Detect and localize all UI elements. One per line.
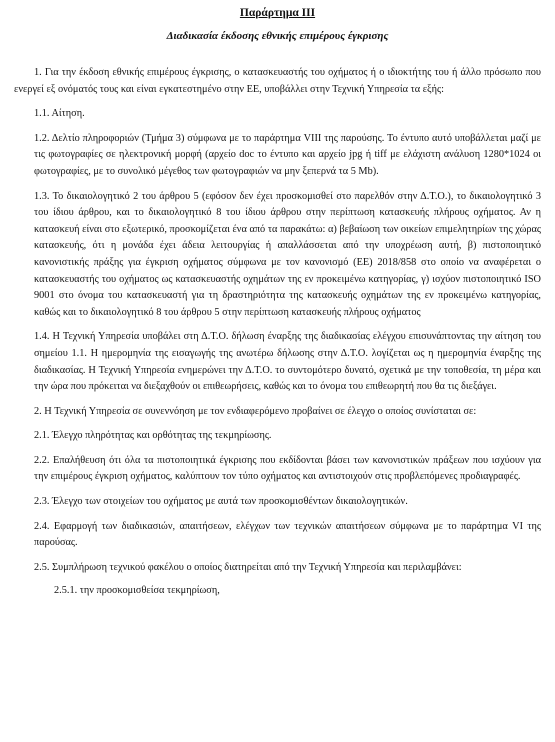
paragraph-2-1: 2.1. Έλεγχο πληρότητας και ορθότητας της τεκμηρίωσης.	[34, 430, 272, 442]
paragraph-2-3: 2.3. Έλεγχο των στοιχείων του οχήματος με αυτά των προσκομισθέντων δικαιολογητικών.	[34, 496, 408, 508]
paragraph-1-3: 1.3. Το δικαιολογητικό 2 του άρθρου 5 (εφόσον δεν έχει προσκομισθεί στο παρελθόν στην Δ.Τ.Ο.), το δικαιολογητικό 3 του ίδιου άρθρου, και το δικαιολογητικό 8 του ίδιου άρθρου στην περίπτωση κατασκευής πλήρους οχήματος. Αν η κατασκευή είναι στο εξωτερικό, προσκομίζεται ένα από τα παρακάτω: α) βεβαίωση των οικείων επιμελητηρίων της χώρας κατασκευής, ότι η μονάδα έχει άδεια λειτουργίας ή απαλλάσσεται από την υποχρέωση αυτή, β) πιστοποιητικό κανονιστικής πράξης για έγκριση οχήματος σύμφωνα με τον κανονισμό (ΕΕ) 2018/858 στο οποίο να αναφέρεται ο κατασκευαστής του οχήματος ως κατασκευαστής οχημάτων της εν προκειμένω κατηγορίας, γ) ισχύον πιστοποιητικό ISO 9001 στο όνομα του κατασκευαστή για τη δραστηριότητα της κατασκευής οχημάτων της εν προκειμένω κατηγορίας, καθώς και το δικαιολογητικό 8 του άρθρου 5 στην περίπτωση κατασκευής πλήρους οχήματος	[34, 190, 541, 318]
paragraph-2-4: 2.4. Εφαρμογή των διαδικασιών, απαιτήσεων, ελέγχων των τεχνικών απαιτήσεων σύμφωνα με το παράρτημα VI της παρούσας.	[34, 520, 541, 549]
paragraph-1-1: 1.1. Αίτηση.	[34, 108, 85, 120]
paragraph-1-4: 1.4. Η Τεχνική Υπηρεσία υποβάλει στη Δ.Τ.Ο. δήλωση έναρξης της διαδικασίας ελέγχου επισυνάπτοντας την αίτηση του σημείου 1.1. Η ημερομηνία της εισαγωγής της ανωτέρω δήλωσης στην Δ.Τ.Ο. λογίζεται ως η ημερομηνία έναρξης της διαδικασίας. Η Τεχνική Υπηρεσία ενημερώνει την Δ.Τ.Ο. το συντομότερο δυνατό, σχετικά με την τοποθεσία, τη μέρα και την ώρα που πρόκειται να διεξαχθούν οι επιθεωρήσεις, καθώς και το όνομα του επιθεωρητή που θα τις διεξάγει.	[34, 331, 541, 393]
annex-subtitle: Διαδικασία έκδοσης εθνικής επιμέρους έγκρισης	[166, 30, 389, 42]
paragraph-2-5: 2.5. Συμπλήρωση τεχνικού φακέλου ο οποίος διατηρείται από την Τεχνική Υπηρεσία και περιλαμβάνει:	[34, 561, 462, 573]
paragraph-1-2: 1.2. Δελτίο πληροφοριών (Τμήμα 3) σύμφωνα με το παράρτημα VIII της παρούσης. Το έντυπο αυτό υποβάλλεται μαζί με τις φωτογραφίες σε ηλεκτρονική μορφή (αρχείο doc το έντυπο και αρχείο jpg ή tiff με ελάχιστη ανάλυση 1280*1024 οι φωτογραφίες, με το συνολικό μέγεθος των φωτογραφιών να μην ξεπερνά τα 5 Mb).	[34, 132, 541, 177]
paragraph-2: 2. Η Τεχνική Υπηρεσία σε συνεννόηση με τον ενδιαφερόμενο προβαίνει σε έλεγχο ο οποίος συνίσταται σε:	[34, 405, 477, 417]
annex-title: Παράρτημα ΙΙΙ	[239, 7, 316, 19]
paragraph-2-2: 2.2. Επαλήθευση ότι όλα τα πιστοποιητικά έγκρισης που εκδίδονται βάσει των κανονιστικών πράξεων που ισχύουν για την επιμέρους έγκριση οχήματος, καλύπτουν τον τύπο οχήματος και αντιστοιχούν στις προβλεπόμενες προδιαγραφές.	[34, 454, 541, 483]
paragraph-1: 1. Για την έκδοση εθνικής επιμέρους έγκρισης, ο κατασκευαστής του οχήματος ή ο ιδιοκτήτης του ή άλλο πρόσωπο που ενεργεί εξ ονόματός τους και είναι εγκατεστημένο στην ΕΕ, υποβάλλει στην Τεχνική Υπηρεσία τα εξής:	[14, 67, 541, 95]
paragraph-2-5-1: 2.5.1. την προσκομισθείσα τεκμηρίωση,	[54, 585, 220, 597]
